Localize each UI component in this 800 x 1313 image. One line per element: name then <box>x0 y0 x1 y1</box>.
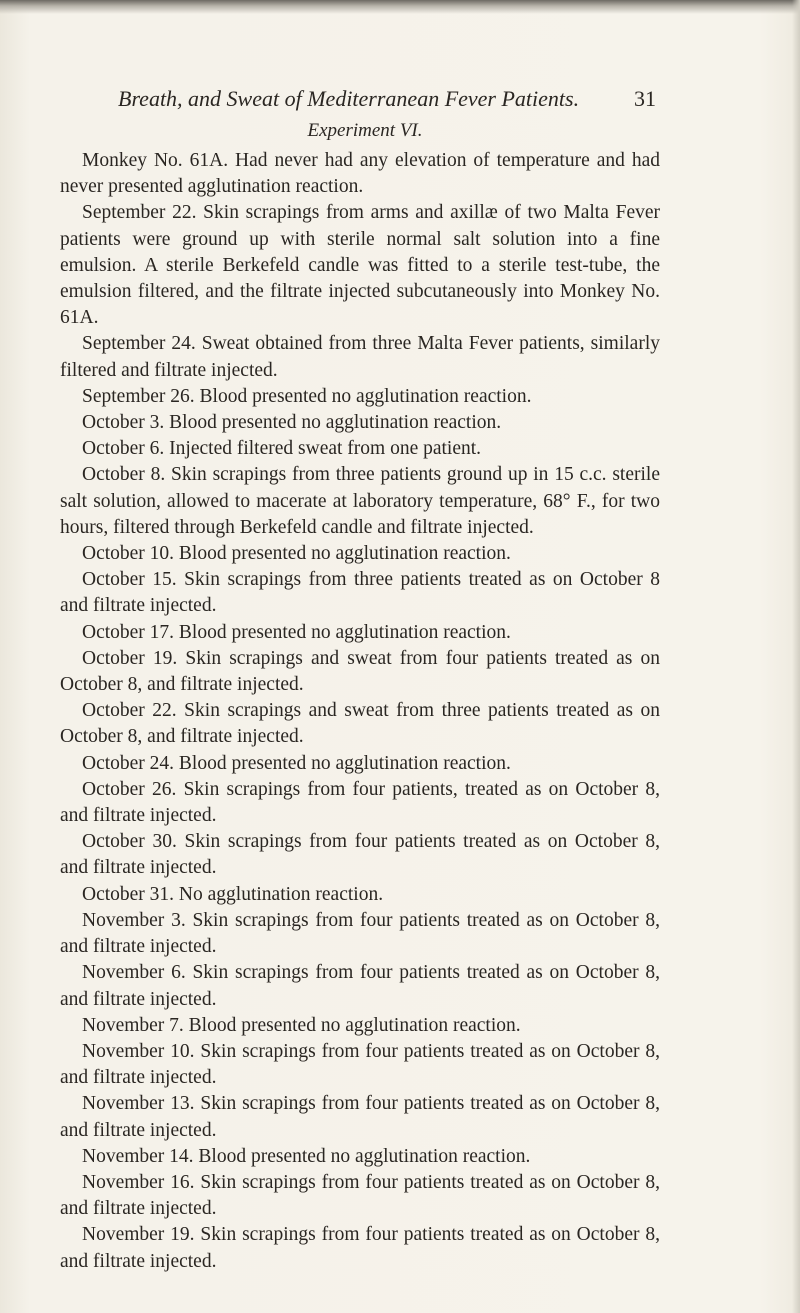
entry: September 22. Skin scrapings from arms and axillæ of two Malta Fever patients were ground up with sterile normal salt solution into a fine emulsion. A sterile Berkefeld candle was fitted to a sterile test-tube, the emulsion filtered, and the filtrate injected subcutaneously into Monkey No. 61A. <box>60 202 660 329</box>
page-right-edge <box>792 0 800 1313</box>
entry: October 6. Injected filtered sweat from one patient. <box>82 438 482 460</box>
entry: October 24. Blood presented no agglutination reaction. <box>82 752 511 774</box>
entry: November 3. Skin scrapings from four patients treated as on October 8, and filtrate injected. <box>60 909 660 958</box>
entry: October 22. Skin scrapings and sweat from three patients treated as on October 8, and filtrate injected. <box>60 700 660 748</box>
entry: Monkey No. 61A. Had never had any elevation of temperature and had never presented agglutination reaction. <box>60 150 660 198</box>
entry: November 7. Blood presented no agglutination reaction. <box>82 1014 521 1036</box>
page-top-shadow <box>0 0 800 14</box>
entry: November 13. Skin scrapings from four patients treated as on October 8, and filtrate injected. <box>60 1093 660 1141</box>
page-number: 31 <box>634 86 656 111</box>
entry: October 8. Skin scrapings from three patients ground up in 15 c.c. sterile salt solution, allowed to macerate at laboratory temperature, 68° F., for two hours, filtered through Berkefeld candle and filtrate injected. <box>60 464 660 538</box>
entry: September 24. Sweat obtained from three Malta Fever patients, similarly filtered and filtrate injected. <box>60 333 660 381</box>
entry: October 31. No agglutination reaction. <box>82 883 384 905</box>
entry: September 26. Blood presented no agglutination reaction. <box>82 385 532 407</box>
entry: November 19. Skin scrapings from four patients treated as on October 8, and filtrate injected. <box>60 1224 660 1272</box>
entry: October 3. Blood presented no agglutination reaction. <box>82 412 502 434</box>
entry: November 16. Skin scrapings from four patients treated as on October 8, and filtrate injected. <box>60 1171 660 1220</box>
running-head-title: Breath, and Sweat of Mediterranean Fever Patients. <box>118 86 580 111</box>
entry: November 14. Blood presented no agglutination reaction. <box>82 1145 531 1167</box>
entries-list <box>60 148 660 1275</box>
entry: November 10. Skin scrapings from four patients treated as on October 8, and filtrate injected. <box>60 1040 660 1089</box>
entry: October 10. Blood presented no agglutination reaction. <box>82 543 511 565</box>
page-content <box>60 84 660 1275</box>
entry: October 19. Skin scrapings and sweat from four patients treated as on October 8, and filtrate injected. <box>60 647 660 696</box>
entry: October 30. Skin scrapings from four patients treated as on October 8, and filtrate injected. <box>60 831 660 879</box>
experiment-heading: Experiment VI. <box>307 120 423 141</box>
entry: October 17. Blood presented no agglutination reaction. <box>82 621 511 643</box>
running-head <box>60 84 660 114</box>
entry: October 15. Skin scrapings from three patients treated as on October 8 and filtrate injected. <box>60 569 660 617</box>
entry: November 6. Skin scrapings from four patients treated as on October 8, and filtrate injected. <box>60 962 660 1010</box>
entry: October 26. Skin scrapings from four patients, treated as on October 8, and filtrate injected. <box>60 778 660 827</box>
